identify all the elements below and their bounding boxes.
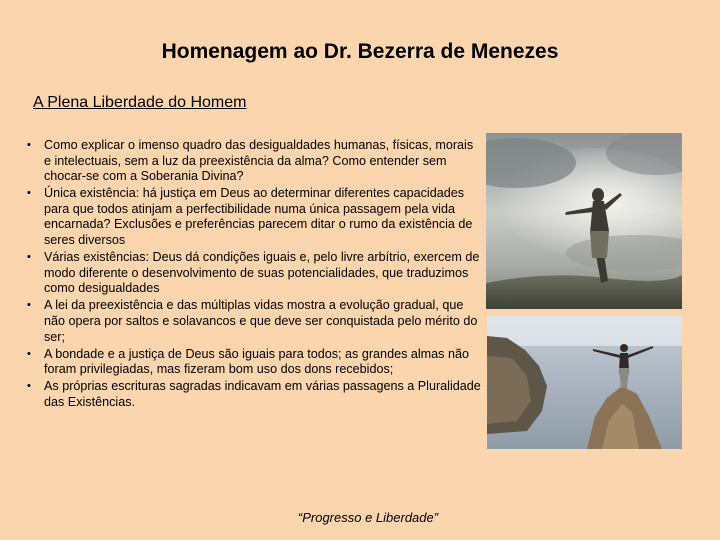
slide-subtitle: A Plena Liberdade do Homem [33, 94, 247, 111]
bullet-text: As próprias escrituras sagradas indicavam em várias passagens a Pluralidade das Existências. [44, 379, 481, 409]
bullet-text: Única existência: há justiça em Deus ao determinar diferentes capacidades para que todos atinjam a perfectibilidade numa única passagem pela vida encarnada? Exclusões e preferências parecem ditar o rumo da existência de seres diversos [44, 186, 473, 248]
bullet-dot: • [27, 380, 31, 393]
bullet-item [24, 186, 482, 248]
bullet-dot: • [27, 139, 31, 151]
bullet-dot: • [27, 187, 31, 200]
bullet-item [24, 379, 482, 410]
bullet-text: Como explicar o imenso quadro das desigualdades humanas, físicas, morais e intelectuais, sem a luz da preexistência da alma? Como entender sem chocar-se com a Soberania Divina? [44, 138, 474, 184]
bullet-text: A lei da preexistência e das múltiplas vidas mostra a evolução gradual, que não opera por saltos e solavancos e que deve ser conquistada pelo mérito do ser; [44, 298, 478, 344]
slide-title: Homenagem ao Dr. Bezerra de Menezes [161, 40, 559, 63]
bullet-dot: • [27, 251, 31, 264]
man-arms-open-on-cliff-photo [487, 316, 682, 449]
bullet-dot: • [27, 299, 31, 312]
woman-leaning-into-wind-photo [486, 133, 682, 309]
bullet-item [24, 298, 482, 345]
bullet-text: A bondade e a justiça de Deus são iguais para todos; as grandes almas não foram privilegiadas, mas fizeram bom uso dos dons recebidos; [44, 346, 469, 377]
bullet-item [24, 347, 482, 378]
footer-quote: “Progresso e Liberdade” [297, 510, 439, 525]
bullet-text: Várias existências: Deus dá condições iguais e, pelo livre arbítrio, exercem de modo diferente o desenvolvimento de suas potencialidades, que traduzimos como desigualdades [44, 250, 480, 296]
bullet-item [24, 250, 482, 297]
bullet-dot: • [27, 347, 31, 360]
bullet-list [24, 138, 482, 412]
bullet-item [24, 138, 482, 185]
